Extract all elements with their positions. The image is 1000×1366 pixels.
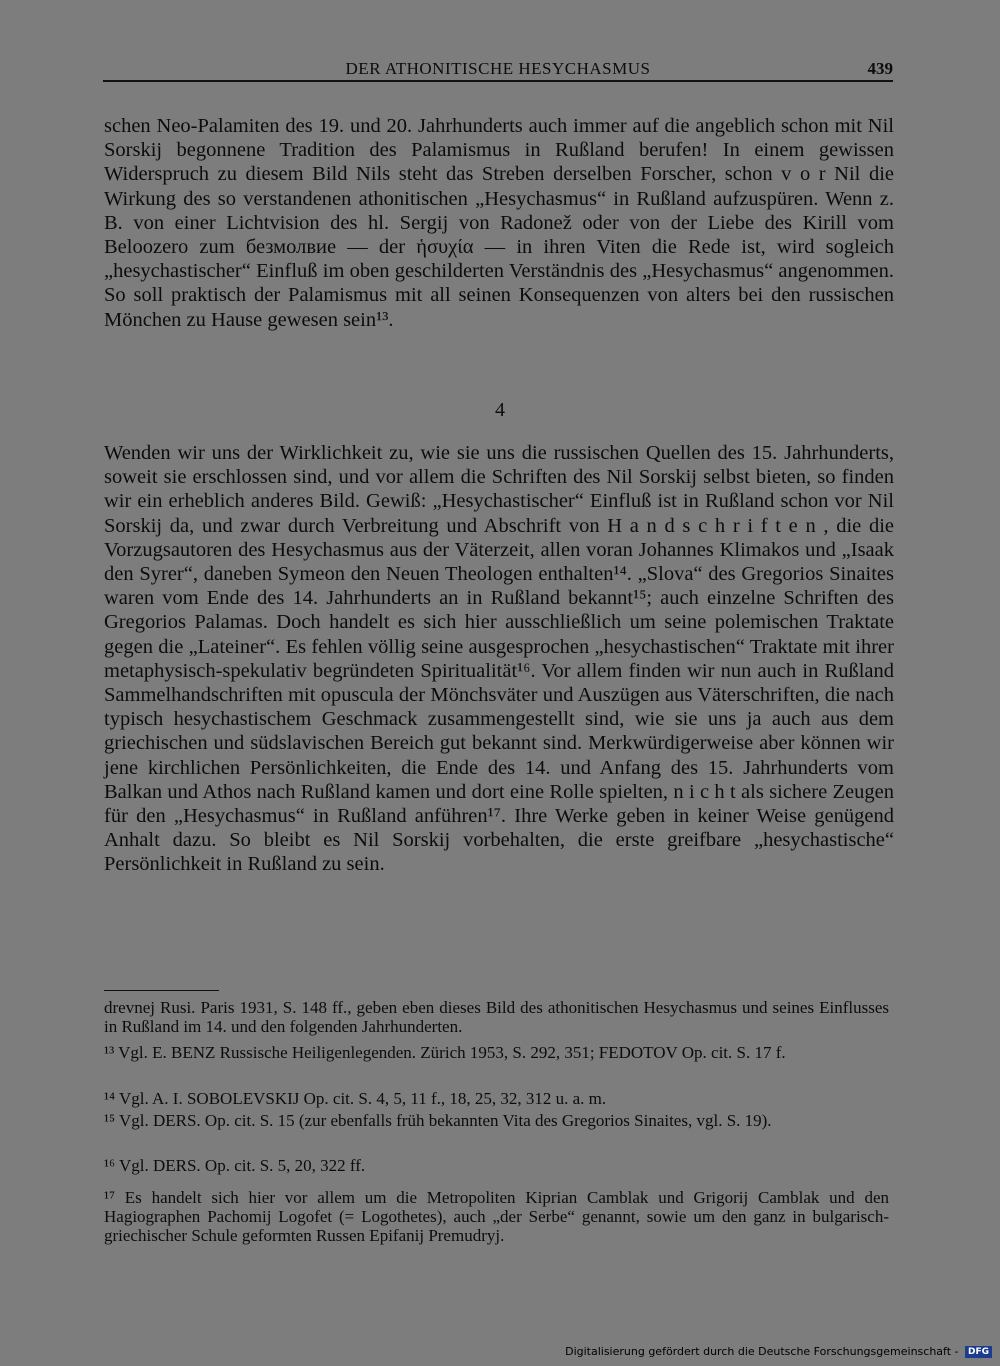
footnote-16: ¹⁶ Vgl. DERS. Op. cit. S. 5, 20, 322 ff.	[104, 1156, 366, 1175]
footnote-14: ¹⁴ Vgl. A. I. SOBOLEVSKIJ Op. cit. S. 4, 5, 11 f., 18, 25, 32, 312 u. a. m.	[104, 1089, 607, 1108]
header-rule	[103, 80, 893, 82]
footnote-continued: drevnej Rusi. Paris 1931, S. 148 ff., geben eben dieses Bild des athonitischen Hesychasmus und seines Einflusses in Rußland im 14. und den folgenden Jahrhunderten.	[104, 998, 889, 1036]
running-header	[103, 57, 893, 81]
credit-text: Digitalisierung gefördert durch die Deutsche Forschungsgemeinschaft -	[565, 1345, 959, 1358]
body-paragraph-1: schen Neo-Palamiten des 19. und 20. Jahrhunderts auch immer auf die angeblich schon mit Nil Sorskij begonnene Tradition des Palamismus in Rußland berufen! In einem gewissen Widerspruch zu diesem Bild Nils steht das Streben derselben Forscher, schon v o r Nil die Wirkung des so verstandenen athonitischen „Hesychasmus“ in Rußland aufzuspüren. Wenn z. B. von einer Lichtvision des hl. Sergij von Radonež oder von der Liebe des Kirill vom Beloozero zum безмолвие — der ἡσυχία — in ihren Viten die Rede ist, wird sogleich „hesychastischer“ Einfluß im oben geschilderten Verständnis des „Hesychasmus“ angenommen. So soll praktisch der Palamismus mit all seinen Konsequenzen von alters bei den russischen Mönchen zu Hause gewesen sein¹³.	[104, 115, 894, 331]
body-paragraph-2: Wenden wir uns der Wirklichkeit zu, wie sie uns die russischen Quellen des 15. Jahrhunderts, soweit sie erschlossen sind, und vor allem die Schriften des Nil Sorskij selbst bieten, so finden wir ein erheblich anderes Bild. Gewiß: „Hesychastischer“ Einfluß ist in Rußland schon vor Nil Sorskij da, und zwar durch Verbreitung und Abschrift von H a n d s c h r i f t e n , die die Vorzugsautoren des Hesychasmus aus der Väterzeit, allen voran Johannes Klimakos und „Isaak den Syrer“, daneben Symeon den Neuen Theologen enthalten¹⁴. „Slova“ des Gregorios Sinaites waren vom Ende des 14. Jahrhunderts an in Rußland bekannt¹⁵; auch einzelne Schriften des Gregorios Palamas. Doch handelt es sich hier ausschließlich um seine polemischen Traktate gegen die „Lateiner“. Es fehlen völlig seine ausgesprochen „hesychastischen“ Traktate mit ihrer metaphysisch-spekulativ begründeten Spiritualität¹⁶. Vor allem finden wir nun auch in Rußland Sammelhandschriften mit opuscula der Mönchsväter und Auszügen aus Väterschriften, die nach typisch hesychastischem Geschmack zusammengestellt sind, wie sie uns ja auch aus dem griechischen und südslavischen Bereich gut bekannt sind. Merkwürdigerweise aber können wir jene kirchlichen Persönlichkeiten, die Ende des 14. und Anfang des 15. Jahrhunderts vom Balkan und Athos nach Rußland kamen und dort eine Rolle spielten, n i c h t als sichere Zeugen für den „Hesychasmus“ in Rußland anführen¹⁷. Ihre Werke geben in keiner Weise genügend Anhalt dazu. So bleibt es Nil Sorskij vorbehalten, die erste greifbare „hesychastische“ Persönlichkeit in Rußland zu sein.	[104, 442, 894, 876]
section-number: 4	[495, 399, 505, 421]
dfg-logo: DFG	[965, 1346, 992, 1358]
running-title: DER ATHONITISCHE HESYCHASMUS	[345, 59, 651, 78]
footnote-17: ¹⁷ Es handelt sich hier vor allem um die Metropoliten Kiprian Camblak und Grigorij Camblak und den Hagiographen Pachomij Logofet (= Logothetes), auch „der Serbe“ genannt, sowie um den ganz in bulgarisch-griechischer Schule geformten Russen Epifanij Premudryj.	[104, 1188, 889, 1245]
footnote-rule	[104, 990, 219, 991]
page-number: 439	[867, 59, 893, 78]
digitization-credit	[565, 1345, 992, 1358]
footnote-15: ¹⁵ Vgl. DERS. Op. cit. S. 15 (zur ebenfalls früh bekannten Vita des Gregorios Sinaites, vgl. S. 19).	[104, 1111, 772, 1130]
footnote-13: ¹³ Vgl. E. BENZ Russische Heiligenlegenden. Zürich 1953, S. 292, 351; FEDOTOV Op. cit. S. 17 f.	[104, 1043, 786, 1062]
